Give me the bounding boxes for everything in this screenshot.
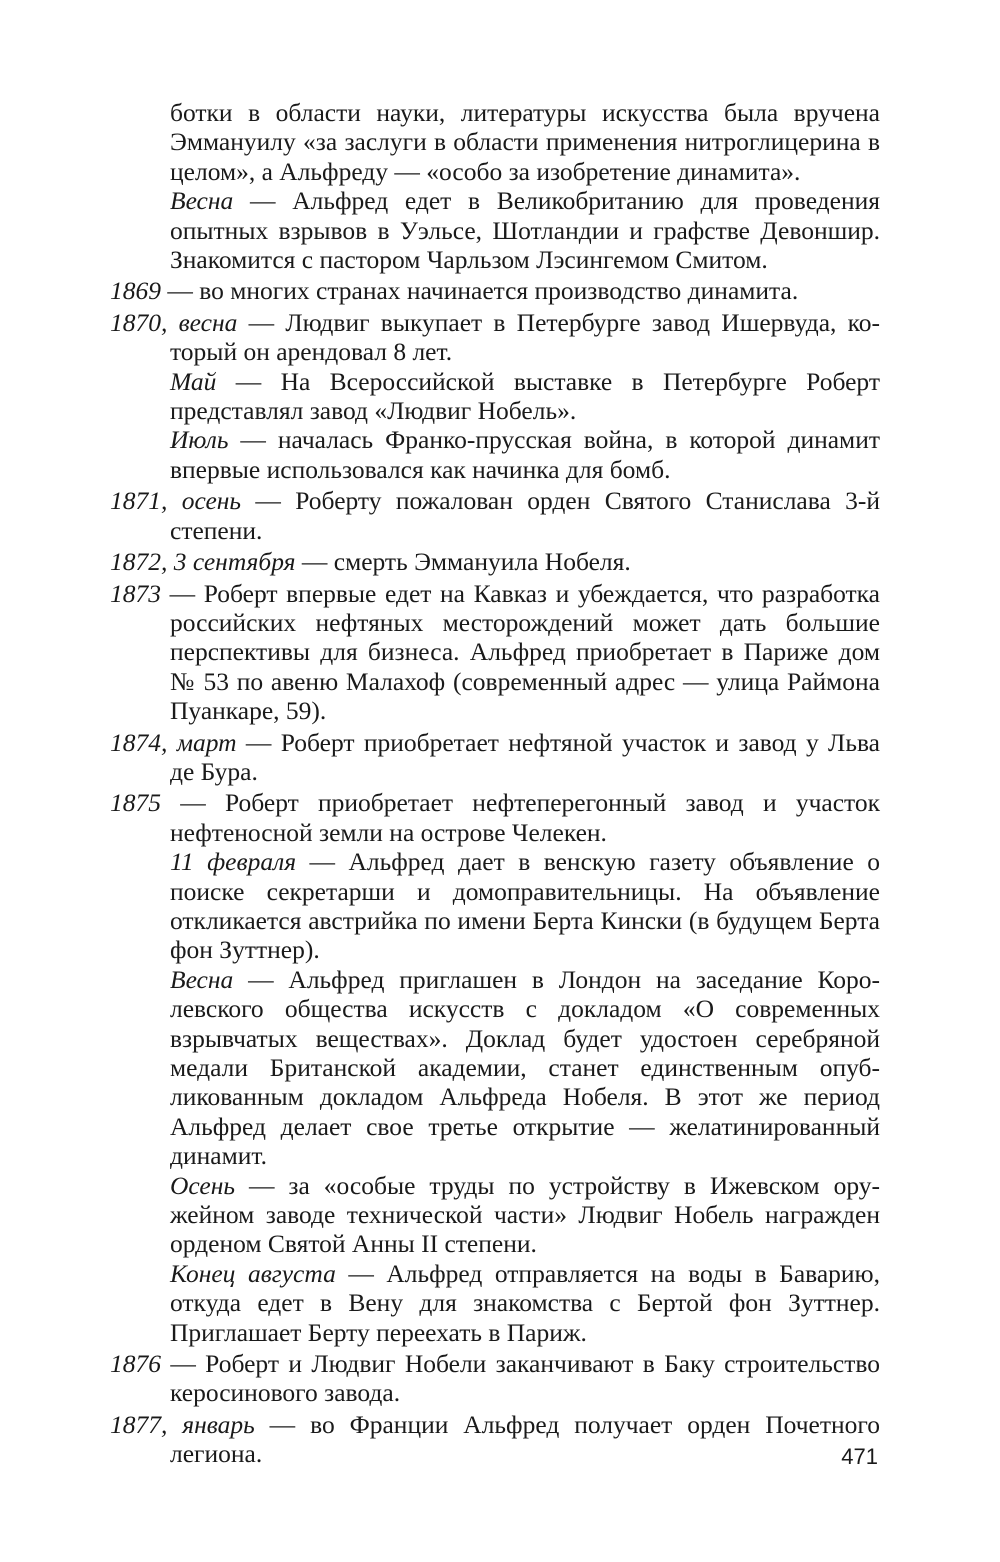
entry-text: — во многих странах начинается производство динамита. bbox=[161, 276, 799, 306]
entry-text: — смерть Эммануила Нобеля. bbox=[295, 547, 631, 577]
chronology-subentry bbox=[110, 425, 880, 484]
chronology-entry bbox=[110, 788, 880, 847]
chronology-entry bbox=[110, 579, 880, 726]
chronology-subentry bbox=[110, 98, 880, 186]
entry-text: — Альфред едет в Великобританию для проведения опытных взрывов в Уэльсе, Шотландии и графстве Девоншир. Знакомится с пастором Чарльзом Лэсингемом Смитом. bbox=[170, 186, 880, 275]
entry-date-label: 1871, осень bbox=[110, 486, 242, 516]
entry-date-label: 1870, весна bbox=[110, 307, 238, 337]
entry-text: — Альфред приглашен в Лондон на заседание Королевского общества искусств с докладом «О современных взрывчатых веществах». Доклад будет удостоен серебряной медали Британской академии, станет единственным опубликованным докладом Альфреда Нобеля. В этот же период Альфред делает свое третье открытие — желатинированный динамит. bbox=[170, 964, 880, 1171]
entry-date-label: Осень bbox=[170, 1170, 235, 1200]
entry-text: — Роберт приобретает нефтеперегонный завод и участок нефтеносной земли на острове Челекен. bbox=[161, 788, 880, 847]
entry-date-label: Май bbox=[170, 366, 217, 396]
entry-text: — Альфред отправляется на воды в Баварию, откуда едет в Вену для знакомства с Бертой фон Зуттнер. Приглашает Берту переехать в Париж. bbox=[170, 1258, 880, 1347]
chronology-subentry bbox=[110, 1171, 880, 1259]
chronology-entry bbox=[110, 276, 880, 305]
chronology-entry bbox=[110, 308, 880, 367]
entry-date-label: 1872, 3 сентября bbox=[110, 547, 296, 577]
entry-text: — Роберт впервые едет на Кавказ и убеждается, что разработка российских нефтяных месторождений может дать большие перспективы для бизнеса. Альфред приобретает в Париже дом № 53 по авеню Малахоф (современный адрес — улица Раймона Пуанкаре, 59). bbox=[161, 578, 880, 726]
entry-text: — во Франции Альфред получает орден Почетного легиона. bbox=[170, 1409, 880, 1469]
entry-date-label: Конец августа bbox=[170, 1258, 336, 1288]
entry-date-label: 1873 bbox=[110, 578, 161, 608]
entry-text: — Людвиг выкупает в Петербурге завод Ишервуда, который он арендовал 8 лет. bbox=[170, 307, 880, 367]
entry-date-label: 1877, январь bbox=[110, 1409, 255, 1439]
chronology-entry bbox=[110, 1349, 880, 1408]
entry-text: — На Всероссийской выставке в Петербурге Роберт представлял завод «Людвиг Нобель». bbox=[170, 366, 880, 426]
chronology-subentry bbox=[110, 186, 880, 274]
entry-date-label: 1875 bbox=[110, 788, 161, 818]
chronology-entry bbox=[110, 547, 880, 576]
entry-text: ботки в области науки, литературы искусства была вручена Эммануилу «за заслуги в области применения нитроглицерина в целом», а Альфреду — «особо за изобретение динамита». bbox=[170, 98, 880, 186]
entry-date-label: Июль bbox=[170, 425, 229, 455]
chronology-subentry bbox=[110, 847, 880, 965]
entry-date-label: 11 февраля bbox=[170, 847, 297, 877]
page-number: 471 bbox=[841, 1444, 878, 1469]
entry-text: — началась Франко-прусская война, в которой динамит впервые использовался как начинка для бомб. bbox=[170, 425, 880, 484]
entry-text: — Альфред дает в венскую газету объявление о поиске секретарши и домоправительницы. На объявление откликается австрийка по имени Берта Кински (в будущем Берта фон Зуттнер). bbox=[170, 847, 880, 965]
entry-date-label: 1874, март bbox=[110, 727, 237, 757]
chronology-subentry bbox=[110, 965, 880, 1171]
chronology-text bbox=[110, 98, 880, 1469]
chronology-entry bbox=[110, 728, 880, 787]
chronology-entry bbox=[110, 1410, 880, 1469]
entry-text: — Роберту пожалован орден Святого Станислава 3-й степени. bbox=[170, 486, 880, 545]
chronology-subentry bbox=[110, 367, 880, 426]
chronology-subentry bbox=[110, 1259, 880, 1347]
entry-date-label: 1876 bbox=[110, 1349, 161, 1379]
entry-text: — Роберт и Людвиг Нобели заканчивают в Баку строительство керосинового завода. bbox=[161, 1349, 880, 1408]
entry-date-label: Весна bbox=[170, 964, 234, 994]
entry-date-label: Весна bbox=[170, 186, 234, 216]
entry-text: — Роберт приобретает нефтяной участок и завод у Льва де Бура. bbox=[170, 727, 880, 786]
chronology-entry bbox=[110, 486, 880, 545]
entry-date-label: 1869 bbox=[110, 276, 161, 306]
entry-text: — за «особые труды по устройству в Ижевском оружейном заводе технической части» Людвиг Нобель награжден орденом Святой Анны II степени. bbox=[170, 1170, 880, 1259]
